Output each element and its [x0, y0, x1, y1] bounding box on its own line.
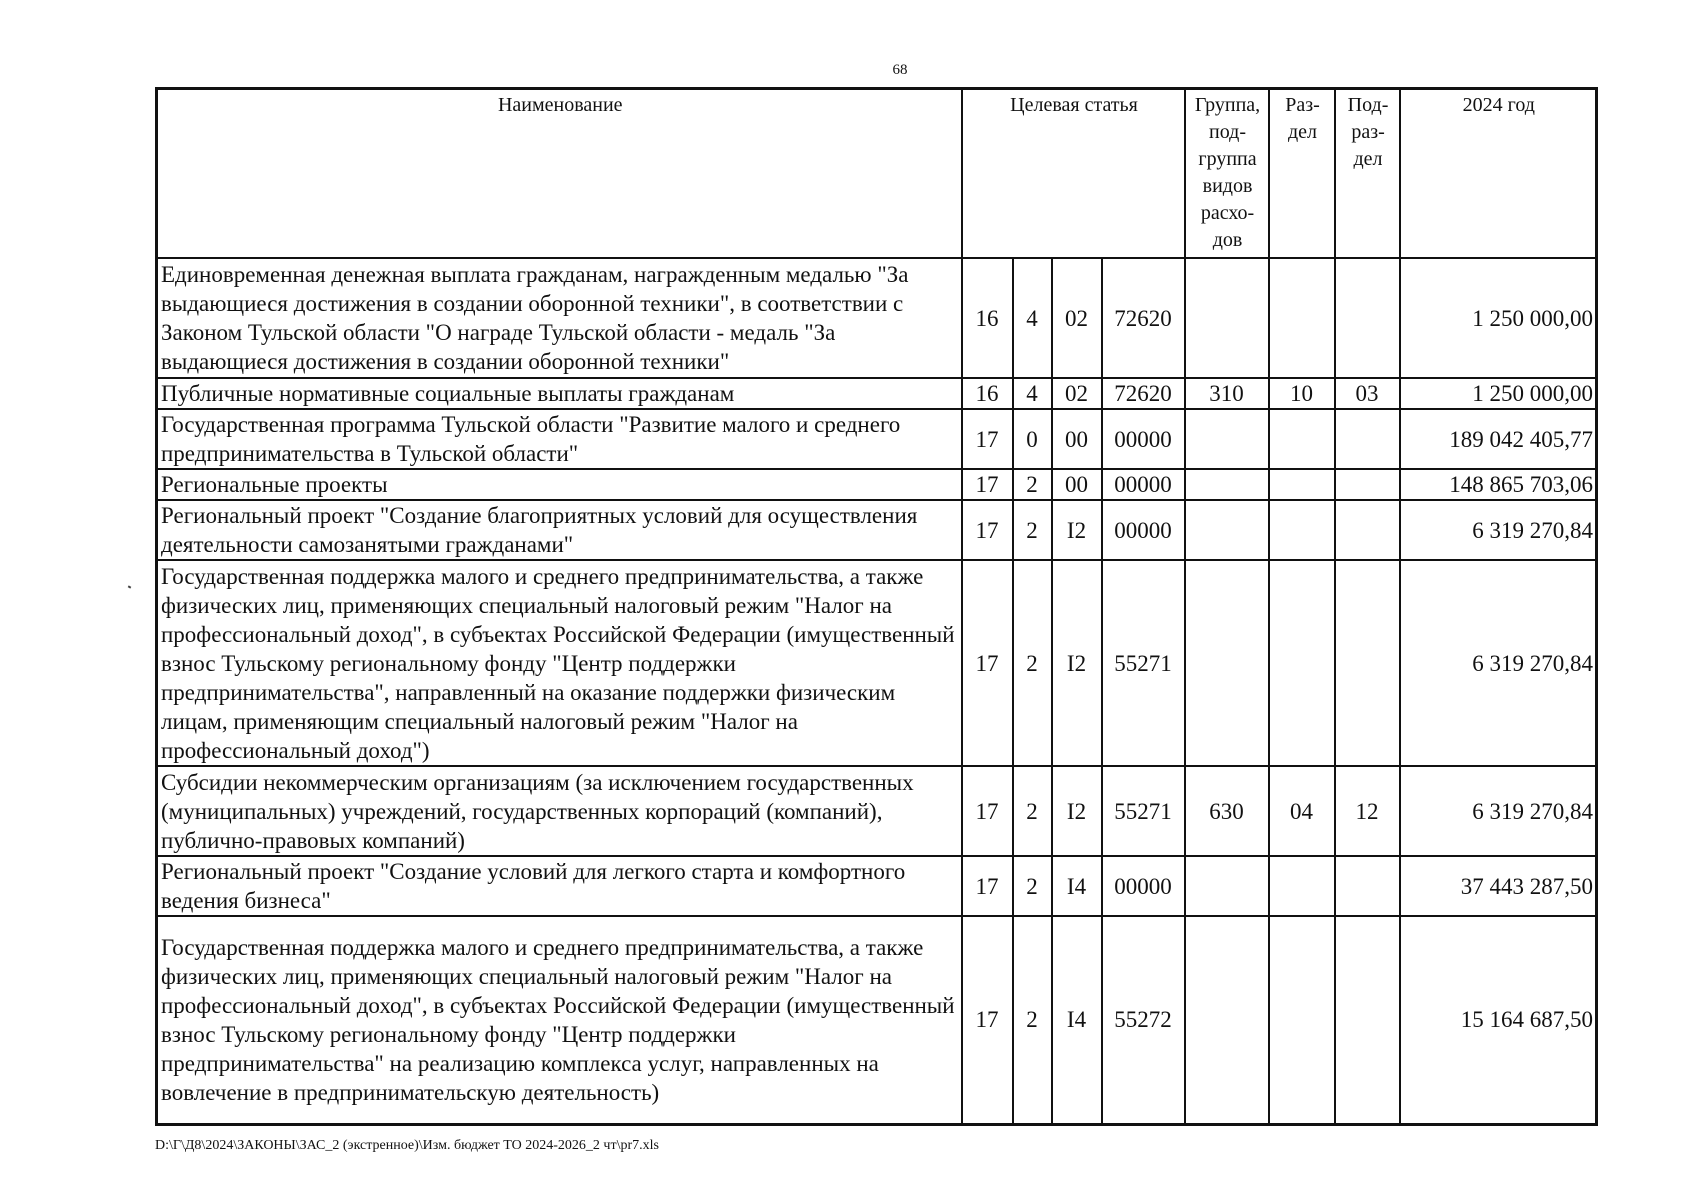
row-section: 04	[1269, 766, 1335, 856]
row-section	[1269, 258, 1335, 378]
header-name: Наименование	[157, 89, 962, 259]
row-group	[1185, 469, 1269, 500]
row-name: Государственная программа Тульской области "Развитие малого и среднего предпринимательства в Тульской области"	[157, 409, 962, 469]
row-cs4: 00000	[1102, 409, 1185, 469]
row-cs3: 02	[1052, 258, 1102, 378]
row-amount: 6 319 270,84	[1400, 500, 1597, 560]
header-subsection: Под-раз-дел	[1335, 89, 1400, 259]
row-cs4: 72620	[1102, 258, 1185, 378]
row-name: Субсидии некоммерческим организациям (за исключением государственных (муниципальных) учреждений, государственных корпораций (компаний), публично-правовых компаний)	[157, 766, 962, 856]
row-group	[1185, 258, 1269, 378]
table-row	[157, 766, 1597, 856]
row-cs4: 72620	[1102, 378, 1185, 409]
table-row	[157, 378, 1597, 409]
row-cs3: I4	[1052, 916, 1102, 1124]
row-cs2: 2	[1013, 469, 1052, 500]
table-row	[157, 856, 1597, 916]
row-section	[1269, 560, 1335, 766]
row-cs4: 00000	[1102, 500, 1185, 560]
row-group	[1185, 560, 1269, 766]
row-cs1: 17	[962, 856, 1013, 916]
row-cs1: 17	[962, 469, 1013, 500]
row-subsection: 12	[1335, 766, 1400, 856]
row-cs4: 00000	[1102, 469, 1185, 500]
row-name: Единовременная денежная выплата гражданам, награжденным медалью "За выдающиеся достижения в создании оборонной техники", в соответствии с Законом Тульской области "О награде Тульской области - медаль "За выдающиеся достижения в создании оборонной техники"	[157, 258, 962, 378]
row-cs3: 00	[1052, 469, 1102, 500]
row-cs3: I2	[1052, 766, 1102, 856]
row-cs2: 2	[1013, 766, 1052, 856]
header-year: 2024 год	[1400, 89, 1597, 259]
row-amount: 1 250 000,00	[1400, 258, 1597, 378]
row-cs2: 0	[1013, 409, 1052, 469]
row-cs2: 4	[1013, 378, 1052, 409]
row-cs4: 55271	[1102, 766, 1185, 856]
page-number: 68	[892, 62, 908, 78]
row-cs1: 17	[962, 500, 1013, 560]
row-section	[1269, 469, 1335, 500]
table-row	[157, 916, 1597, 1124]
row-cs4: 55271	[1102, 560, 1185, 766]
row-cs1: 16	[962, 258, 1013, 378]
row-name: Региональные проекты	[157, 469, 962, 500]
row-cs2: 2	[1013, 916, 1052, 1124]
row-amount: 6 319 270,84	[1400, 560, 1597, 766]
budget-table	[155, 87, 1598, 1126]
row-section	[1269, 500, 1335, 560]
row-subsection	[1335, 409, 1400, 469]
row-amount: 189 042 405,77	[1400, 409, 1597, 469]
row-subsection	[1335, 469, 1400, 500]
table-row	[157, 409, 1597, 469]
row-group: 630	[1185, 766, 1269, 856]
row-name: Государственная поддержка малого и среднего предпринимательства, а также физических лиц, применяющих специальный налоговый режим "Налог на профессиональный доход", в субъектах Российской Федерации (имущественный взнос Тульскому региональному фонду "Центр поддержки предпринимательства" на реализацию комплекса услуг, направленных на вовлечение в предпринимательскую деятельность)	[157, 916, 962, 1124]
row-cs1: 17	[962, 409, 1013, 469]
row-section	[1269, 916, 1335, 1124]
row-cs1: 17	[962, 916, 1013, 1124]
row-cs1: 16	[962, 378, 1013, 409]
row-cs3: I2	[1052, 560, 1102, 766]
row-subsection	[1335, 916, 1400, 1124]
row-cs4: 00000	[1102, 856, 1185, 916]
row-cs3: 02	[1052, 378, 1102, 409]
row-subsection: 03	[1335, 378, 1400, 409]
row-cs2: 2	[1013, 560, 1052, 766]
row-subsection	[1335, 500, 1400, 560]
header-target-article: Целевая статья	[962, 89, 1185, 259]
row-group	[1185, 916, 1269, 1124]
footer-file-path: D:\Г\Д8\2024\ЗАКОНЫ\ЗАС_2 (экстренное)\Изм. бюджет ТО 2024-2026_2 чт\pr7.xls	[155, 1138, 659, 1153]
row-subsection	[1335, 856, 1400, 916]
table-row	[157, 500, 1597, 560]
table-row	[157, 560, 1597, 766]
row-group: 310	[1185, 378, 1269, 409]
row-subsection	[1335, 258, 1400, 378]
row-cs2: 2	[1013, 500, 1052, 560]
row-amount: 15 164 687,50	[1400, 916, 1597, 1124]
row-amount: 6 319 270,84	[1400, 766, 1597, 856]
row-name: Государственная поддержка малого и среднего предпринимательства, а также физических лиц, применяющих специальный налоговый режим "Налог на профессиональный доход", в субъектах Российской Федерации (имущественный взнос Тульскому региональному фонду "Центр поддержки предпринимательства", направленный на оказание поддержки физическим лицам, применяющим специальный налоговый режим "Налог на профессиональный доход")	[157, 560, 962, 766]
row-subsection	[1335, 560, 1400, 766]
header-group: Группа, под-группа видов расхо-дов	[1185, 89, 1269, 259]
row-section	[1269, 409, 1335, 469]
row-section: 10	[1269, 378, 1335, 409]
row-amount: 148 865 703,06	[1400, 469, 1597, 500]
row-cs3: 00	[1052, 409, 1102, 469]
scan-speck	[128, 585, 132, 588]
row-name: Региональный проект "Создание условий для легкого старта и комфортного ведения бизнеса"	[157, 856, 962, 916]
row-cs3: I4	[1052, 856, 1102, 916]
row-cs3: I2	[1052, 500, 1102, 560]
row-cs1: 17	[962, 766, 1013, 856]
row-group	[1185, 856, 1269, 916]
row-group	[1185, 500, 1269, 560]
row-amount: 1 250 000,00	[1400, 378, 1597, 409]
row-section	[1269, 856, 1335, 916]
row-cs4: 55272	[1102, 916, 1185, 1124]
row-cs2: 4	[1013, 258, 1052, 378]
table-header-row	[157, 89, 1597, 259]
row-amount: 37 443 287,50	[1400, 856, 1597, 916]
row-name: Публичные нормативные социальные выплаты гражданам	[157, 378, 962, 409]
row-group	[1185, 409, 1269, 469]
row-name: Региональный проект "Создание благоприятных условий для осуществления деятельности самозанятыми гражданами"	[157, 500, 962, 560]
header-section: Раз-дел	[1269, 89, 1335, 259]
table-row	[157, 469, 1597, 500]
row-cs2: 2	[1013, 856, 1052, 916]
table-row	[157, 258, 1597, 378]
row-cs1: 17	[962, 560, 1013, 766]
